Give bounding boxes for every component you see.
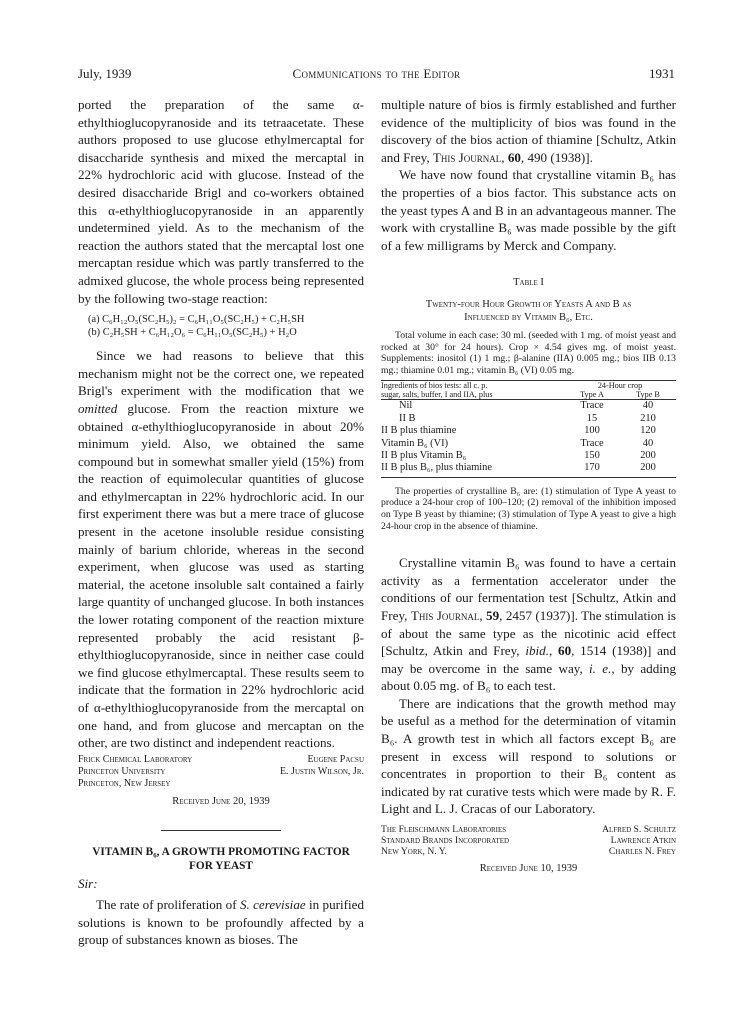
affiliation: The Fleischmann Laboratories (381, 824, 507, 836)
signature-block (381, 824, 676, 857)
received-date: Received June 10, 1939 (479, 863, 578, 875)
page-number: 1931 (649, 66, 675, 81)
header-section: Communications to the Editor (292, 66, 461, 81)
type-a-value: 170 (564, 462, 620, 477)
affiliation: Frick Chemical Laboratory (78, 753, 193, 765)
author: Lawrence Atkin (610, 835, 676, 847)
row-label: II B plus B₆, plus thiamine (381, 462, 564, 477)
paragraph: ported the preparation of the same α-ethylthioglucopyranoside and its tetraacetate. These authors proposed to use glucose ethylmercaptal for disaccharide synthesis and mixed the mercaptal in 22% hydrochloric acid with glucose. Instead of the desired disaccharide Brigl and co-workers obtained this α-ethylthioglucopyranoside in an apparently undetermined yield. As to the mechanism of the reaction the authors stated that the mercaptal lost one mercaptan residue which was partly transferred to the admixed glucose, the whole process being represented by the following two-stage reaction: (78, 97, 364, 306)
table-row (381, 462, 676, 477)
table-row (381, 450, 676, 462)
table-row (381, 400, 676, 413)
author: Alfred S. Schultz (602, 824, 676, 836)
table-note: Total volume in each case: 30 ml. (seeded with 1 mg. of moist yeast and rocked at 30° for 24 hours). Crop × 4.54 gives mg. of moist yeast. Supplements: inositol (1) 1 mg.; β-alanine (IIA) 0.005 mg.; bios IIB 0.13 mg.; thiamine 0.01 mg.; vitamin B₆ (VI) 0.05 mg. (381, 329, 676, 376)
row-label: II B (399, 412, 416, 424)
signature-block (78, 754, 364, 790)
row-label: II B plus thiamine (381, 425, 457, 437)
author: E. Justin Wilson, Jr. (279, 765, 364, 777)
type-b-value: 120 (640, 425, 656, 437)
row-label: Nil (399, 400, 413, 412)
salutation: Sir: (78, 876, 98, 892)
affiliation: Princeton University (78, 765, 166, 777)
row-label: Vitamin B₆ (VI) (381, 437, 449, 449)
table-caption: Twenty-four Hour Growth of Yeasts A and B as Influenced by Vitamin B₆, Etc. (425, 298, 632, 323)
equation-b: (b) C₂H₅SH + C₆H₁₂O₆ = C₆H₁₁O₅(SC₂H₅) + H₂O (88, 327, 297, 339)
received-date: Received June 20, 1939 (172, 795, 270, 807)
paragraph: We have now found that crystalline vitamin B₆ has the properties of a bios factor. This substance acts on the yeast types A and B in an advantageous manner. The work with crystalline B₆ was made possible by the gift of a few milligrams by Merck and Company. (381, 167, 676, 253)
table-footnote: The properties of crystalline B₆ are: (1) stimulation of Type A yeast to produce a 24-hour crop of 100–120; (2) removal of the inhibition imposed on Type B yeast by thiamine; (3) stimulation of Type A yeast to give a high 24-hour crop in the absence of thiamine. (381, 485, 676, 532)
right-column (381, 96, 676, 878)
type-a-value: 15 (586, 412, 598, 424)
affiliation: Standard Brands Incorporated (381, 835, 510, 847)
type-a-value: 100 (584, 425, 600, 437)
paragraph: Since we had reasons to believe that this mechanism might not be the correct one, we repeated Brigl's experiment with the modification that we omitted glucose. From the reaction mixture we obtained α-ethylthioglucopyranoside in about 20% minimum yield. Also, we obtained the same compound but in somewhat smaller yield (15%) from the reaction of equimolecular quantities of glucose and ethylmercaptan in 22% hydrochloric acid. In our first experiment there was but a mere trace of glucose present in the acetone insoluble residue consisting mainly of barium chloride, whereas in the second experiment, when glucose was used as starting material, the acetone insoluble salt contained a fairly large quantity of unchanged glucose. In both instances the lower rotating component of the reaction mixture represented probably the acid resistant β-ethylthioglucopyranoside, since in neither case could we find glucose ethylmercaptal. These results seem to indicate that the formation in 22% hydrochloric acid of α-ethylthioglucopyranoside from the mercaptal on one hand, and from glucose and mercaptan on the other, are two distinct and independent reactions. (78, 348, 364, 751)
reaction-equations (88, 313, 364, 339)
affiliation: Princeton, New Jersey (78, 777, 171, 789)
table-label: Table I (513, 277, 544, 289)
type-a-value: Trace (580, 437, 604, 449)
header-date: July, 1939 (78, 66, 132, 81)
type-a-value: 150 (584, 449, 600, 461)
author: Charles N. Frey (608, 846, 676, 858)
article-title: VITAMIN B₆, A GROWTH PROMOTING FACTOR FOR YEAST (92, 846, 350, 873)
table-row (381, 413, 676, 425)
type-b-value: 40 (642, 400, 654, 412)
running-header (78, 66, 675, 84)
paragraph: There are indications that the growth method may be useful as a method for the determination of vitamin B₆. A growth test in which all factors except B₆ are present in excess will respond to solutions or concentrates in proportion to their B₆ content as indicated by rat curative tests which were made by R. F. Light and L. J. Cracas of our Laboratory. (381, 695, 676, 817)
left-column (78, 96, 364, 949)
affiliation: New York, N. Y. (381, 846, 447, 858)
table-row (381, 438, 676, 450)
type-b-value: 40 (642, 437, 654, 449)
table-row (381, 425, 676, 437)
divider (161, 830, 281, 831)
type-b-value: 200 (620, 462, 676, 477)
paragraph: The rate of proliferation of S. cerevisiae in purified solutions is known to be profoundly affected by a group of substances known as bioses. The (78, 896, 364, 948)
table-header: Ingredients of bios tests: all c. p. sugar, salts, buffer, I and IIA, plus (381, 381, 564, 400)
data-table (381, 380, 676, 477)
type-a-value: Trace (580, 400, 604, 412)
author: Eugene Pacsu (307, 753, 364, 765)
paragraph: multiple nature of bios is firmly established and further evidence of the multiplicity of bios was found in the discovery of the bios action of thiamine [Schultz, Atkin and Frey, This Journal, 60, 490 (1938)]. (381, 97, 676, 165)
row-label: II B plus Vitamin B₆ (381, 449, 467, 461)
equation-a: (a) C₆H₁₂O₅(SC₂H₅)₂ = C₆H₁₁O₅(SC₂H₅) + C₂H₅SH (88, 314, 305, 326)
paragraph: Crystalline vitamin B₆ was found to have a certain activity as a fermentation accelerator under the conditions of our fermentation test [Schultz, Atkin and Frey, This Journal, 59, 2457 (1937)]. The stimulation is of about the same type as the nicotinic acid effect [Schultz, Atkin and Frey, ibid., 60, 1514 (1938)] and may be overcome in the same way, i. e., by adding about 0.05 mg. of B₆ to each test. (381, 555, 677, 694)
table-header: 24-Hour crop Type A Type B (564, 381, 676, 400)
type-b-value: 200 (640, 449, 656, 461)
type-b-value: 210 (640, 412, 656, 424)
